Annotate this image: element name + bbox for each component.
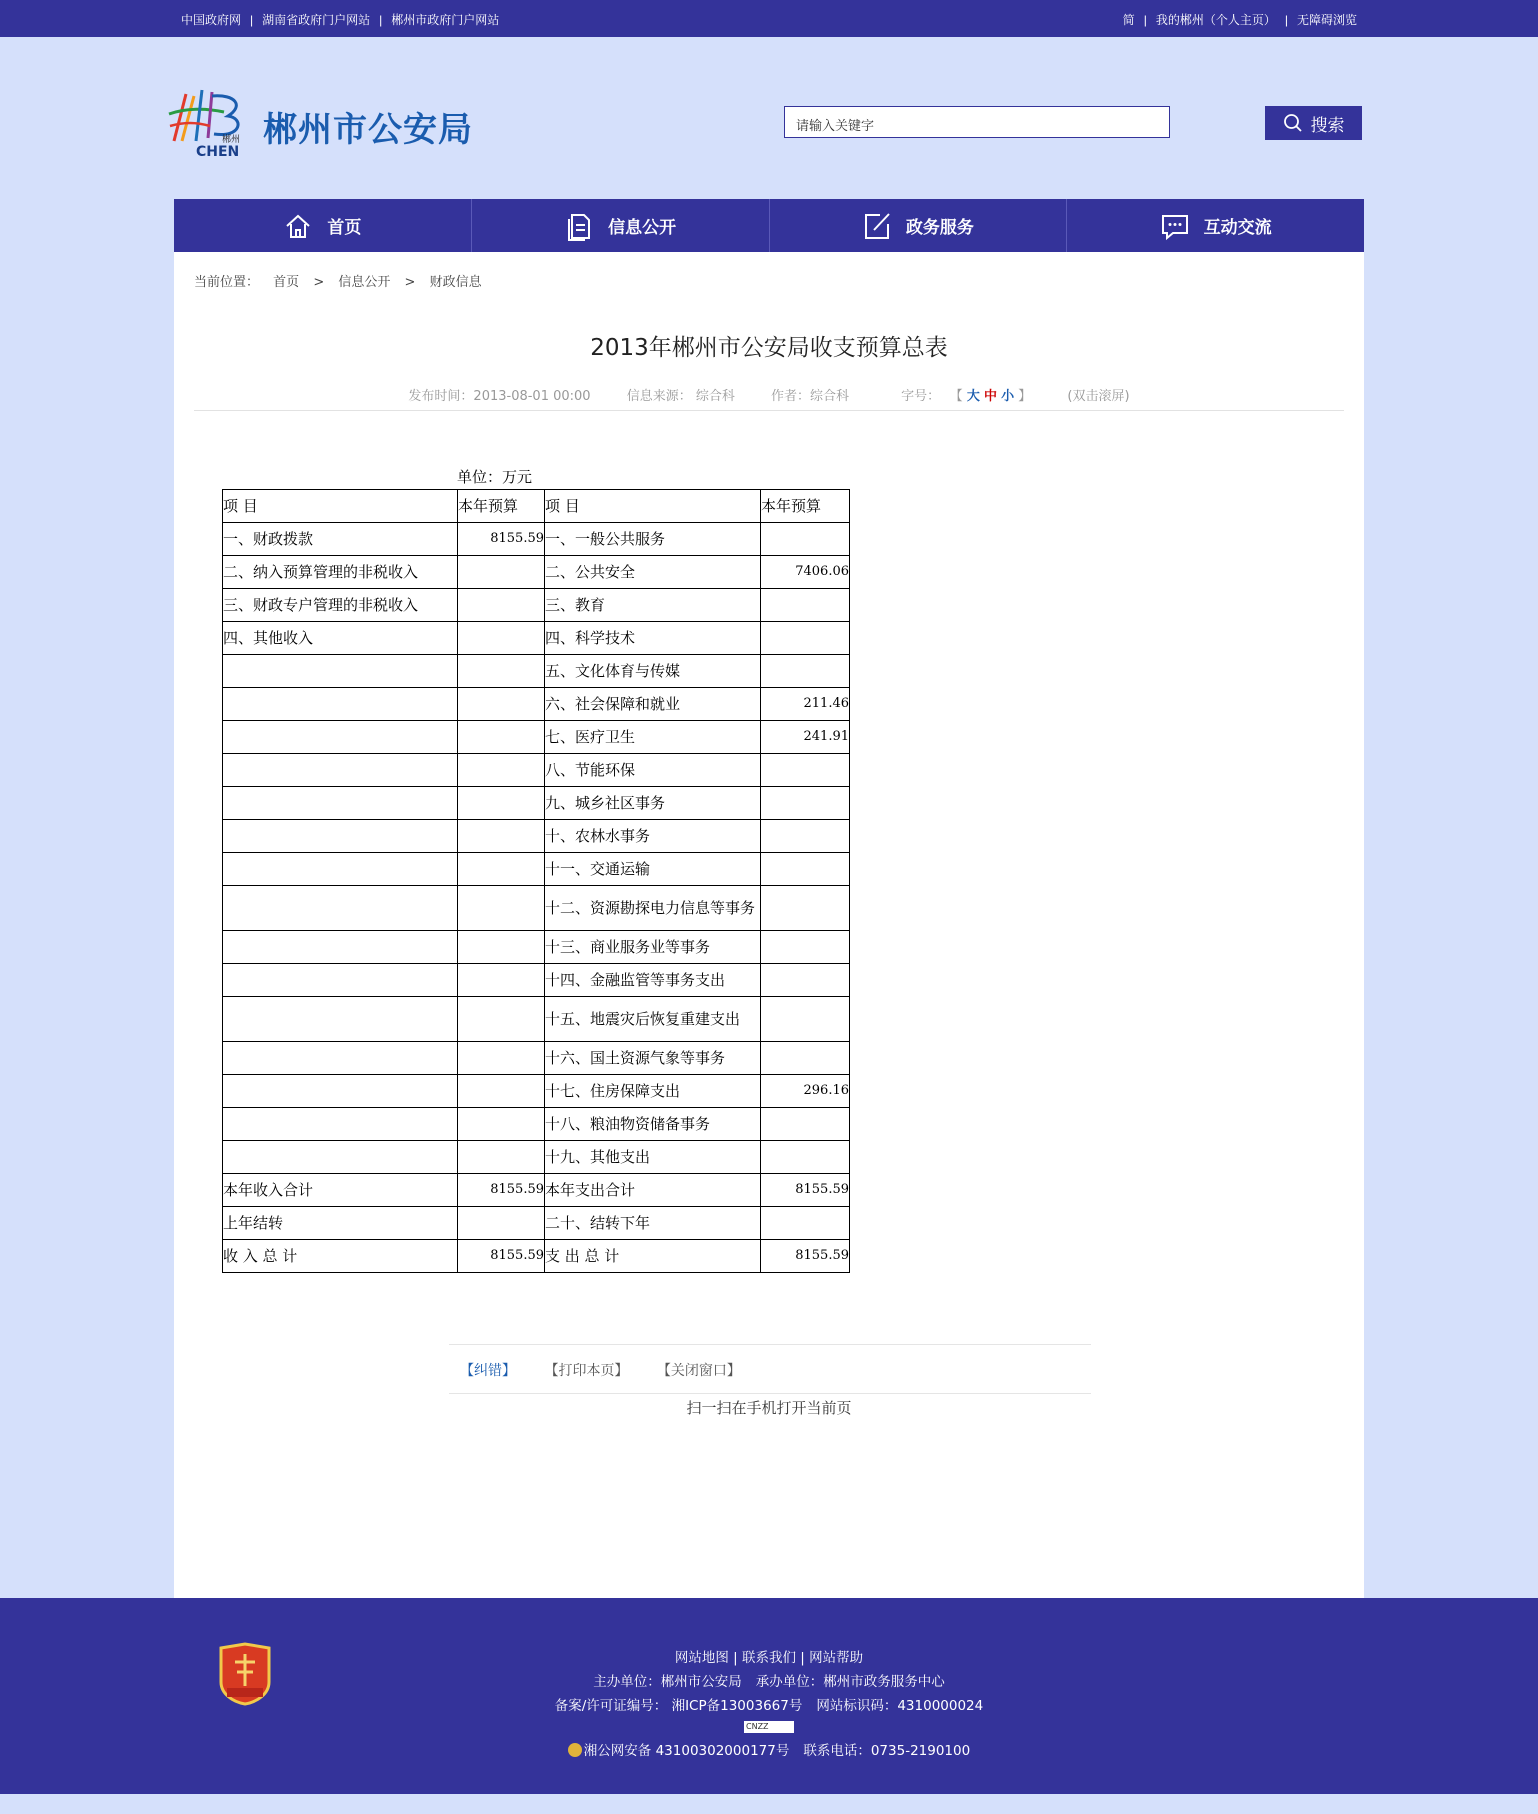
- expense-item: 十六、国土资源气象等事务: [545, 1042, 761, 1075]
- revenue-item: 二、纳入预算管理的非税收入: [223, 556, 458, 589]
- revenue-item: [223, 754, 458, 787]
- nav-interaction[interactable]: [1067, 199, 1364, 252]
- breadcrumb-finance[interactable]: 财政信息: [429, 275, 482, 290]
- logo-sub-text: CHEN: [196, 144, 240, 160]
- font-size-control: 字号： 【 大 中 小 】: [901, 389, 1032, 404]
- expense-item: 三、教育: [545, 589, 761, 622]
- footer-undertaker: 承办单位：郴州市政务服务中心: [755, 1674, 945, 1690]
- revenue-budget: 8155.59: [458, 1240, 545, 1273]
- expense-budget: [761, 997, 850, 1042]
- table-row: [223, 1207, 850, 1240]
- revenue-budget: [458, 1075, 545, 1108]
- expense-budget: [761, 1141, 850, 1174]
- article-meta: [174, 385, 1364, 404]
- link-china-gov[interactable]: 中国政府网: [181, 13, 242, 27]
- revenue-budget: [458, 556, 545, 589]
- nav-service-label: 政务服务: [905, 218, 974, 238]
- expense-item: 本年支出合计: [545, 1174, 761, 1207]
- footer-phone: 联系电话：0735-2190100: [803, 1743, 971, 1759]
- search-button-label: 搜索: [1310, 115, 1345, 136]
- table-row: [223, 688, 850, 721]
- revenue-budget: [458, 622, 545, 655]
- table-row: [223, 853, 850, 886]
- content-area: [174, 252, 1364, 1598]
- top-bar: [0, 0, 1538, 37]
- revenue-item: [223, 886, 458, 931]
- expense-budget: [761, 1207, 850, 1240]
- expense-budget: [761, 523, 850, 556]
- table-row: [223, 754, 850, 787]
- revenue-budget: [458, 688, 545, 721]
- font-size-large[interactable]: 大: [966, 389, 980, 404]
- link-simplified[interactable]: 简: [1122, 13, 1135, 27]
- header-budget: 本年预算: [458, 490, 545, 523]
- revenue-item: [223, 964, 458, 997]
- search-input[interactable]: 请输入关键字: [784, 106, 1170, 138]
- expense-budget: [761, 754, 850, 787]
- expense-budget: 8155.59: [761, 1174, 850, 1207]
- revenue-budget: 8155.59: [458, 1174, 545, 1207]
- revenue-budget: [458, 853, 545, 886]
- expense-budget: [761, 886, 850, 931]
- main-nav: [174, 199, 1364, 252]
- breadcrumb-info[interactable]: 信息公开: [338, 275, 391, 290]
- revenue-item: [223, 721, 458, 754]
- nav-gov-service[interactable]: [770, 199, 1068, 252]
- document-icon: [564, 211, 594, 241]
- revenue-item: [223, 820, 458, 853]
- revenue-budget: [458, 1042, 545, 1075]
- expense-item: 十一、交通运输: [545, 853, 761, 886]
- expense-budget: [761, 931, 850, 964]
- expense-budget: [761, 589, 850, 622]
- article-actions: [460, 1360, 765, 1380]
- breadcrumb-prefix: 当前位置：: [194, 275, 260, 290]
- table-row: [223, 589, 850, 622]
- footer-host: 主办单位：郴州市公安局: [593, 1674, 742, 1690]
- expense-item: 十八、粮油物资储备事务: [545, 1108, 761, 1141]
- revenue-budget: [458, 1141, 545, 1174]
- chat-icon: [1160, 211, 1190, 241]
- site-title: 郴州市公安局: [263, 110, 473, 150]
- header-item: 项 目: [545, 490, 761, 523]
- revenue-budget: [458, 754, 545, 787]
- expense-budget: [761, 622, 850, 655]
- report-error-link[interactable]: 【纠错】: [460, 1363, 516, 1379]
- expense-item: 二、公共安全: [545, 556, 761, 589]
- expense-item: 二十、结转下年: [545, 1207, 761, 1240]
- revenue-item: 三、财政专户管理的非税收入: [223, 589, 458, 622]
- site-logo[interactable]: [166, 86, 250, 160]
- revenue-item: [223, 1108, 458, 1141]
- top-links-left: 中国政府网 | 湖南省政府门户网站 | 郴州市政府门户网站: [181, 13, 500, 27]
- author: 作者：综合科: [771, 389, 850, 404]
- table-row: [223, 1141, 850, 1174]
- revenue-item: 上年结转: [223, 1207, 458, 1240]
- table-row: [223, 655, 850, 688]
- info-source: 信息来源： 综合科: [626, 389, 735, 404]
- revenue-item: [223, 655, 458, 688]
- home-icon: [283, 211, 313, 241]
- expense-item: 十、农林水事务: [545, 820, 761, 853]
- footer-host-line: [0, 1670, 1538, 1690]
- scroll-hint: (双击滚屏): [1067, 389, 1130, 404]
- revenue-item: 收 入 总 计: [223, 1240, 458, 1273]
- budget-table: [222, 489, 850, 1273]
- table-row: [223, 1042, 850, 1075]
- divider: [194, 410, 1344, 411]
- expense-item: 六、社会保障和就业: [545, 688, 761, 721]
- font-size-medium[interactable]: 中: [983, 389, 997, 404]
- table-row: [223, 964, 850, 997]
- table-row: [223, 931, 850, 964]
- search-icon: [1283, 113, 1303, 133]
- header-item: 项 目: [223, 490, 458, 523]
- revenue-item: [223, 997, 458, 1042]
- revenue-item: [223, 853, 458, 886]
- table-unit: 单位：万元: [457, 468, 533, 486]
- header-budget: 本年预算: [761, 490, 850, 523]
- expense-item: 十九、其他支出: [545, 1141, 761, 1174]
- expense-budget: [761, 787, 850, 820]
- expense-budget: [761, 1042, 850, 1075]
- expense-item: 七、医疗卫生: [545, 721, 761, 754]
- expense-budget: [761, 853, 850, 886]
- expense-budget: 296.16: [761, 1075, 850, 1108]
- revenue-item: [223, 1042, 458, 1075]
- link-my-chenzhou[interactable]: 我的郴州（个人主页）: [1155, 13, 1276, 27]
- revenue-item: [223, 787, 458, 820]
- expense-item: 一、一般公共服务: [545, 523, 761, 556]
- revenue-budget: [458, 1207, 545, 1240]
- revenue-budget: [458, 820, 545, 853]
- table-row: [223, 556, 850, 589]
- revenue-budget: 8155.59: [458, 523, 545, 556]
- table-row: [223, 1108, 850, 1141]
- expense-item: 四、科学技术: [545, 622, 761, 655]
- revenue-item: [223, 688, 458, 721]
- search-button[interactable]: [1265, 106, 1362, 140]
- revenue-budget: [458, 721, 545, 754]
- table-row: [223, 787, 850, 820]
- top-links-right: 简 | 我的郴州（个人主页） | 无障碍浏览: [1122, 13, 1357, 27]
- divider: [449, 1344, 1091, 1345]
- nav-interaction-label: 互动交流: [1203, 218, 1272, 238]
- expense-item: 支 出 总 计: [545, 1240, 761, 1273]
- expense-item: 十四、金融监管等事务支出: [545, 964, 761, 997]
- revenue-item: 一、财政拨款: [223, 523, 458, 556]
- revenue-budget: [458, 655, 545, 688]
- nav-info-label: 信息公开: [608, 218, 677, 238]
- footer-police-record[interactable]: 湘公网安备 43100302000177号: [583, 1743, 790, 1759]
- table-row: [223, 622, 850, 655]
- link-hunan-gov[interactable]: 湖南省政府门户网站: [262, 13, 371, 27]
- footer-police-line: [0, 1739, 1538, 1759]
- table-row: [223, 1075, 850, 1108]
- footer: [0, 1598, 1538, 1794]
- nav-info-disclosure[interactable]: [472, 199, 770, 252]
- breadcrumb-separator: >: [313, 275, 325, 290]
- breadcrumb-home[interactable]: 首页: [273, 275, 300, 290]
- expense-budget: 8155.59: [761, 1240, 850, 1273]
- police-badge-icon: [568, 1743, 582, 1757]
- expense-budget: 241.91: [761, 721, 850, 754]
- article-title: 2013年郴州市公安局收支预算总表: [590, 335, 948, 361]
- expense-item: 十二、资源勘探电力信息等事务: [545, 886, 761, 931]
- revenue-budget: [458, 1108, 545, 1141]
- revenue-item: [223, 931, 458, 964]
- qr-hint: 扫一扫在手机打开当前页: [686, 1399, 852, 1417]
- expense-budget: 7406.06: [761, 556, 850, 589]
- table-row: [223, 997, 850, 1042]
- table-row: [223, 820, 850, 853]
- revenue-item: [223, 1141, 458, 1174]
- expense-budget: [761, 1108, 850, 1141]
- footer-icp[interactable]: 备案/许可证编号： 湘ICP备13003667号: [554, 1698, 803, 1714]
- footer-links[interactable]: 网站地图 | 联系我们 | 网站帮助: [674, 1650, 864, 1666]
- table-row: [223, 1240, 850, 1273]
- expense-item: 八、节能环保: [545, 754, 761, 787]
- edit-icon: [862, 211, 892, 241]
- expense-budget: 211.46: [761, 688, 850, 721]
- expense-budget: [761, 655, 850, 688]
- expense-item: 十五、地震灾后恢复重建支出: [545, 997, 761, 1042]
- expense-item: 五、文化体育与传媒: [545, 655, 761, 688]
- expense-item: 九、城乡社区事务: [545, 787, 761, 820]
- divider: [449, 1393, 1091, 1394]
- cnzz-badge[interactable]: CNZZ: [744, 1721, 794, 1733]
- revenue-item: 本年收入合计: [223, 1174, 458, 1207]
- revenue-budget: [458, 997, 545, 1042]
- expense-item: 十三、商业服务业等事务: [545, 931, 761, 964]
- revenue-item: 四、其他收入: [223, 622, 458, 655]
- footer-cnzz-line: [0, 1717, 1538, 1733]
- revenue-budget: [458, 931, 545, 964]
- table-row: [223, 886, 850, 931]
- expense-budget: [761, 964, 850, 997]
- breadcrumb: [194, 271, 482, 290]
- table-header-row: [223, 490, 850, 523]
- close-window-link[interactable]: 【关闭窗口】: [656, 1363, 741, 1379]
- nav-home-label: 首页: [327, 218, 362, 238]
- font-size-small[interactable]: 小: [1001, 389, 1015, 404]
- revenue-budget: [458, 787, 545, 820]
- table-row: [223, 523, 850, 556]
- print-link[interactable]: 【打印本页】: [544, 1363, 629, 1379]
- footer-icp-line: [0, 1694, 1538, 1714]
- publish-time: 发布时间：2013-08-01 00:00: [408, 389, 591, 404]
- expense-item: 十七、住房保障支出: [545, 1075, 761, 1108]
- logo-text: 郴州: [222, 135, 241, 145]
- revenue-item: [223, 1075, 458, 1108]
- breadcrumb-separator: >: [404, 275, 416, 290]
- revenue-budget: [458, 589, 545, 622]
- expense-budget: [761, 820, 850, 853]
- nav-home[interactable]: [174, 199, 472, 252]
- revenue-budget: [458, 886, 545, 931]
- table-row: [223, 721, 850, 754]
- link-chenzhou-gov[interactable]: 郴州市政府门户网站: [391, 13, 500, 27]
- revenue-budget: [458, 964, 545, 997]
- footer-site-id: 网站标识码：4310000024: [816, 1698, 984, 1714]
- table-row: [223, 1174, 850, 1207]
- link-accessibility[interactable]: 无障碍浏览: [1296, 13, 1357, 27]
